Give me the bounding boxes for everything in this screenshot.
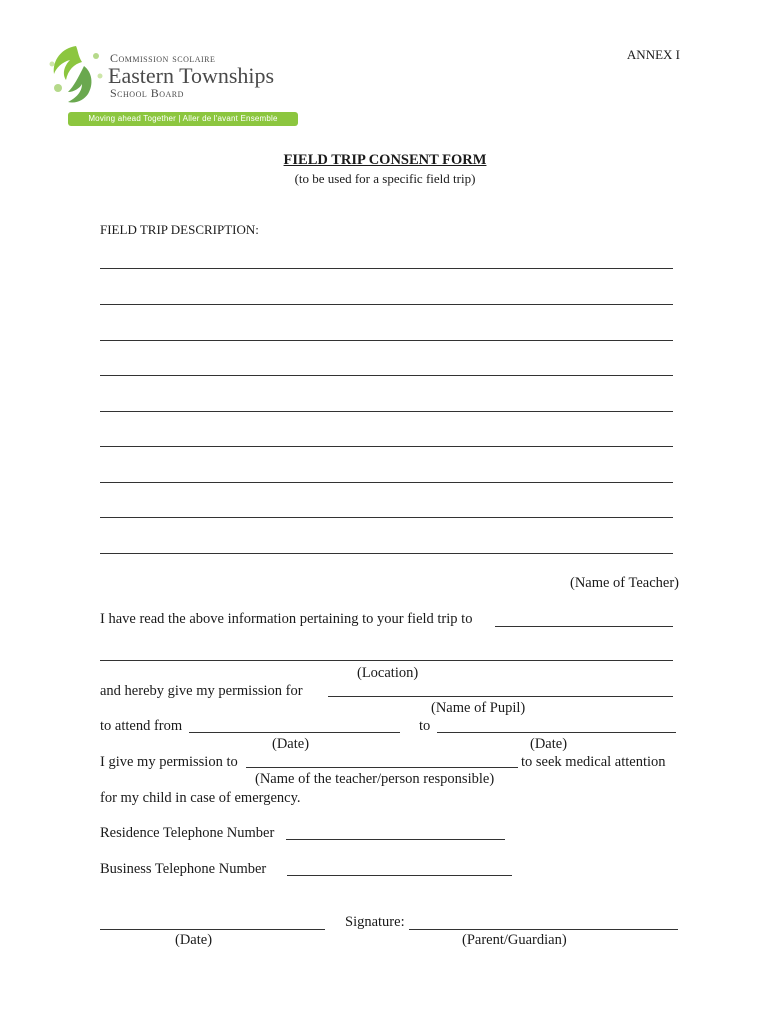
residence-phone-field[interactable]	[286, 839, 505, 840]
parent-guardian-caption: (Parent/Guardian)	[462, 932, 567, 948]
school-board-logo	[44, 42, 304, 128]
description-line[interactable]	[100, 482, 673, 483]
to-date-caption: (Date)	[530, 736, 568, 752]
leaf-emblem-icon	[44, 42, 108, 108]
description-line[interactable]	[100, 340, 673, 341]
permission-for-text: and hereby give my permission for	[100, 683, 303, 699]
business-phone-field[interactable]	[287, 875, 512, 876]
give-permission-text: I give my permission to	[100, 754, 238, 770]
description-line[interactable]	[100, 517, 673, 518]
signature-field[interactable]	[409, 929, 678, 930]
to-date-field[interactable]	[437, 732, 676, 733]
for-child-text: for my child in case of emergency.	[100, 790, 301, 806]
location-caption: (Location)	[357, 665, 419, 681]
description-line[interactable]	[100, 446, 673, 447]
logo-eastern-townships: Eastern Townships	[108, 63, 275, 88]
logo-tagline: Moving ahead Together | Aller de l'avant Ensemble	[68, 112, 298, 126]
name-of-teacher-caption: (Name of Teacher)	[569, 575, 679, 591]
annex-label: ANNEX I	[626, 47, 680, 62]
logo-commission-scolaire: Commission scolaire	[110, 51, 216, 65]
to-text: to	[419, 718, 431, 734]
from-date-caption: (Date)	[272, 736, 310, 752]
seek-medical-text: to seek medical attention	[521, 754, 666, 770]
form-title: FIELD TRIP CONSENT FORM	[283, 152, 487, 168]
responsible-person-field[interactable]	[246, 767, 518, 768]
from-date-field[interactable]	[189, 732, 400, 733]
form-subtitle: (to be used for a specific field trip)	[294, 171, 476, 186]
signature-label: Signature:	[345, 914, 405, 930]
pupil-name-caption: (Name of Pupil)	[431, 700, 526, 716]
logo-school-board: School Board	[110, 86, 184, 100]
description-label: FIELD TRIP DESCRIPTION:	[100, 222, 259, 237]
read-info-text: I have read the above information pertaining to your field trip to	[100, 611, 473, 627]
pupil-name-field[interactable]	[328, 696, 673, 697]
description-line[interactable]	[100, 411, 673, 412]
description-line[interactable]	[100, 553, 673, 554]
residence-phone-label: Residence Telephone Number	[100, 825, 275, 841]
description-line[interactable]	[100, 375, 673, 376]
signature-date-field[interactable]	[100, 929, 325, 930]
location-field[interactable]	[495, 626, 673, 627]
signature-date-caption: (Date)	[175, 932, 213, 948]
description-line[interactable]	[100, 304, 673, 305]
description-line[interactable]	[100, 268, 673, 269]
location-field-line2[interactable]	[100, 660, 673, 661]
responsible-person-caption: (Name of the teacher/person responsible)	[255, 771, 495, 787]
business-phone-label: Business Telephone Number	[100, 861, 267, 877]
attend-from-text: to attend from	[100, 718, 183, 734]
